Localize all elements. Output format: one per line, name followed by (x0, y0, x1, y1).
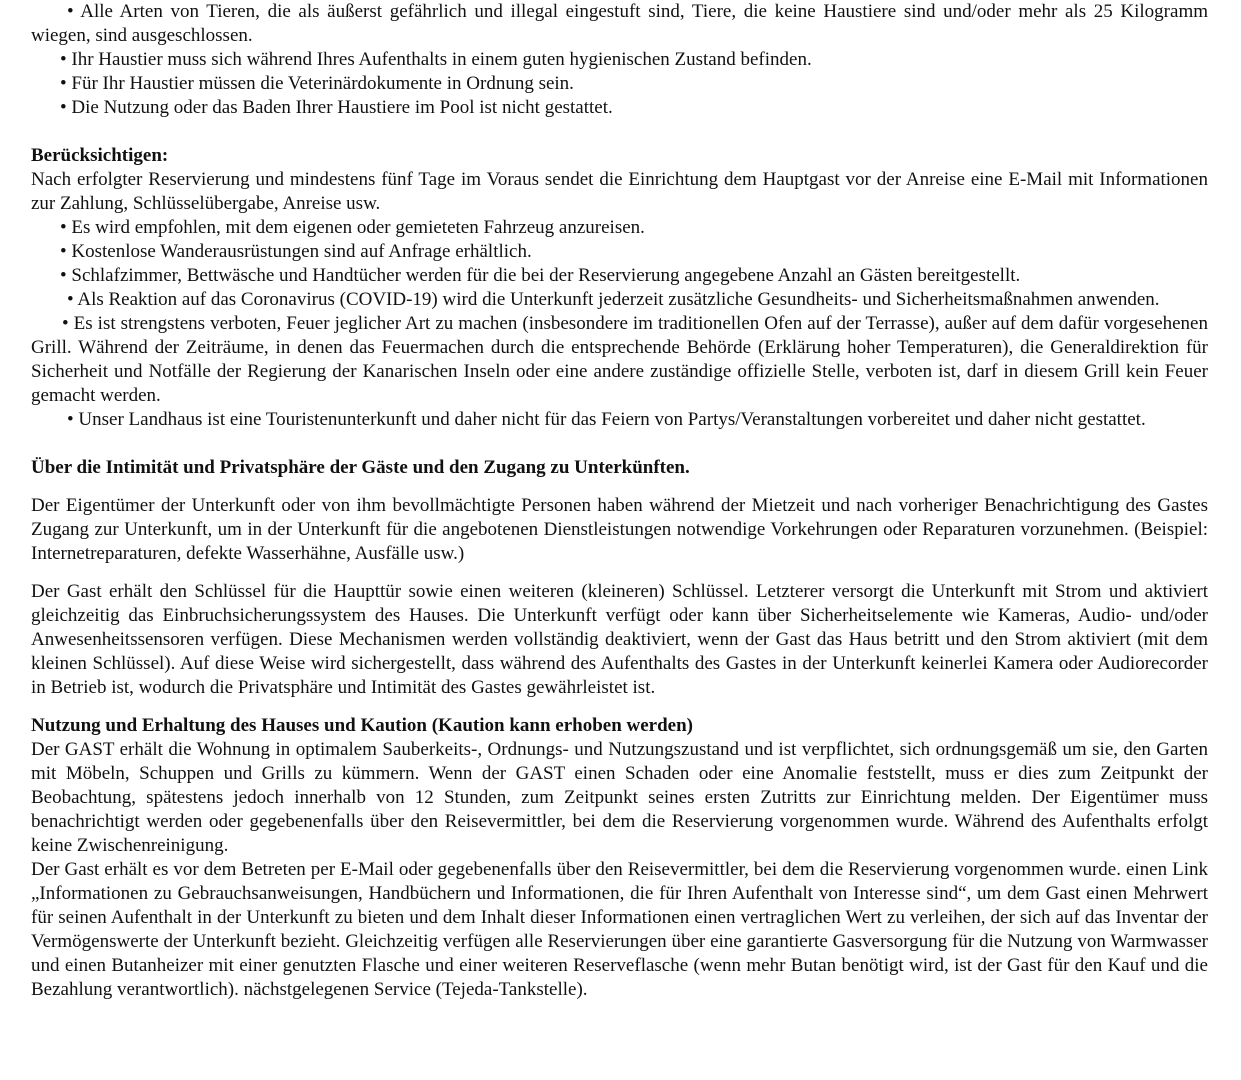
privacy-section (31, 456, 1208, 700)
consider-item-no-parties: • Unser Landhaus ist eine Touristenunterkunft und daher nicht für das Feiern von Partys/Veranstaltungen vorbereitet und daher nicht gestattet. (67, 409, 1146, 430)
privacy-heading: Über die Intimität und Privatsphäre der Gäste und den Zugang zu Unterkünften. (31, 457, 690, 478)
document-page (31, 0, 1208, 1002)
pets-rule-pool: • Die Nutzung oder das Baden Ihrer Haustiere im Pool ist nicht gestattet. (60, 97, 613, 118)
pets-rule-hygiene: • Ihr Haustier muss sich während Ihres Aufenthalts in einem guten hygienischen Zustand befinden. (60, 49, 812, 70)
consider-item-covid: • Als Reaktion auf das Coronavirus (COVID-19) wird die Unterkunft jederzeit zusätzliche Gesundheits- und Sicherheitsmaßnahmen anwenden. (67, 289, 1160, 310)
consider-section (31, 144, 1208, 432)
pets-rule-dangerous-animals: • Alle Arten von Tieren, die als äußerst gefährlich und illegal eingestuft sind, Tiere, die keine Haustiere sind und/oder mehr als 25 Kilogramm wiegen, sind ausgeschlossen. (31, 1, 1208, 46)
consider-heading: Berücksichtigen: (31, 145, 169, 166)
consider-item-vehicle: • Es wird empfohlen, mit dem eigenen oder gemieteten Fahrzeug anzureisen. (60, 217, 645, 238)
consider-item-hiking-equipment: • Kostenlose Wanderausrüstungen sind auf Anfrage erhältlich. (60, 241, 532, 262)
pets-rules-list (31, 0, 1208, 120)
usage-paragraph-information-link: Der Gast erhält es vor dem Betreten per E-Mail oder gegebenenfalls über den Reisevermittler, bei dem die Reservierung vorgenommen wurde. einen Link „Informationen zu Gebrauchsanweisungen, Handbüchern und Informationen, die für Ihren Aufenthalt von Interesse sind“, um dem Gast einen Mehrwert für seinen Aufenthalt in der Unterkunft zu bieten und dem Inhalt dieser Informationen einen vertraglichen Wert zu verleihen, der sich auf das Inventar der Vermögenswerte der Unterkunft bezieht. Gleichzeitig verfügen alle Reservierungen über eine garantierte Gasversorgung für die Nutzung von Warmwasser und einen Butanheizer mit einer genutzten Flasche und einer weiteren Reserveflasche (wenn mehr Butan benötigt wird, ist der Gast für den Kauf und die Bezahlung verantwortlich). nächstgelegenen Service (Tejeda-Tankstelle). (31, 859, 1208, 1000)
usage-section (31, 714, 1208, 1002)
privacy-paragraph-access: Der Eigentümer der Unterkunft oder von ihm bevollmächtigte Personen haben während der Mietzeit und nach vorheriger Benachrichtigung des Gastes Zugang zur Unterkunft, um in der Unterkunft für die angebotenen Dienstleistungen notwendige Vorkehrungen oder Reparaturen vorzunehmen. (Beispiel: Internetreparaturen, defekte Wasserhähne, Ausfälle usw.) (31, 495, 1208, 564)
consider-item-bedrooms: • Schlafzimmer, Bettwäsche und Handtücher werden für die bei der Reservierung angegebene Anzahl an Gästen bereitgestellt. (60, 265, 1021, 286)
usage-heading: Nutzung und Erhaltung des Hauses und Kaution (Kaution kann erhoben werden) (31, 715, 694, 736)
consider-intro: Nach erfolgter Reservierung und mindestens fünf Tage im Voraus sendet die Einrichtung dem Hauptgast vor der Anreise eine E-Mail mit Informationen zur Zahlung, Schlüsselübergabe, Anreise usw. (31, 169, 1208, 214)
usage-paragraph-condition: Der GAST erhält die Wohnung in optimalem Sauberkeits-, Ordnungs- und Nutzungszustand und ist verpflichtet, sich ordnungsgemäß um sie, den Garten mit Möbeln, Schuppen und Grills zu kümmern. Wenn der GAST einen Schaden oder eine Anomalie feststellt, muss er dies zum Zeitpunkt der Beobachtung, spätestens jedoch innerhalb von 12 Stunden, zum Zeitpunkt seines ersten Zutritts zur Einrichtung melden. Der Eigentümer muss benachrichtigt werden oder gegebenenfalls über den Reisevermittler, bei dem die Reservierung vorgenommen wurde. Während des Aufenthalts erfolgt keine Zwischenreinigung. (31, 739, 1208, 856)
privacy-paragraph-keys: Der Gast erhält den Schlüssel für die Haupttür sowie einen weiteren (kleineren) Schlüssel. Letzterer versorgt die Unterkunft mit Strom und aktiviert gleichzeitig das Einbruchsicherungssystem des Hauses. Die Unterkunft verfügt oder kann über Sicherheitselemente wie Kameras, Audio- und/oder Anwesenheitssensoren verfügen. Diese Mechanismen werden vollständig deaktiviert, wenn der Gast das Haus betritt und den Strom aktiviert (mit dem kleinen Schlüssel). Auf diese Weise wird sichergestellt, dass während des Aufenthalts des Gastes in der Unterkunft keinerlei Kamera oder Audiorecorder in Betrieb ist, wodurch die Privatsphäre und Intimität des Gastes gewährleistet ist. (31, 581, 1208, 698)
pets-rule-veterinary-documents: • Für Ihr Haustier müssen die Veterinärdokumente in Ordnung sein. (60, 73, 574, 94)
consider-item-fire-ban: • Es ist strengstens verboten, Feuer jeglicher Art zu machen (insbesondere im traditionellen Ofen auf der Terrasse), außer auf dem dafür vorgesehenen Grill. Während der Zeiträume, in denen das Feuermachen durch die entsprechende Behörde (Erklärung hoher Temperaturen), die Generaldirektion für Sicherheit und Notfälle der Regierung der Kanarischen Inseln oder eine andere zuständige offizielle Stelle, verboten ist, darf in diesem Grill kein Feuer gemacht werden. (31, 313, 1208, 406)
